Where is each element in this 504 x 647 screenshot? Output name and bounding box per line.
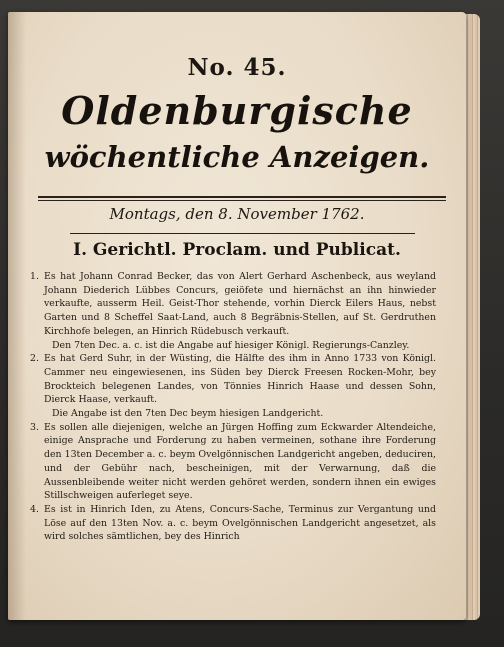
notice-item (24, 421, 436, 503)
notice-text: Es hat Johann Conrad Becker, das von Alert Gerhard Aschenbeck, aus weyland Johann Diederich Lübbes Concurs, geiöfete und hiernächst an ihn hinwieder verkaufte, ausserm Heil. Geist-Thor stehende, vorhin Dierck Eilers Haus, nebst Garten und 8 Scheffel Saat-Land, auch 8 Begräbnis-Stellen, auf St. Gerdruthen Kirchhofe belegen, an Hinrich Rüdebusch verkauft. (44, 271, 436, 337)
masthead-rule-top (38, 196, 446, 198)
notice-number: 3. (30, 421, 39, 433)
notice-text: Es hat Gerd Suhr, in der Wüsting, die Hälfte des ihm in Anno 1733 von Königl. Cammer neu eingewiesenen, ins Süden bey Dierck Freesen Rocken-Mohr, bey Brockteich belegenen Landes, von Tönnies Hinrich Haase und dessen Sohn, Dierck Haase, verkauft. (44, 353, 436, 406)
notice-note: Den 7ten Dec. a. c. ist die Angabe auf hiesiger Königl. Regierungs-Canzley. (52, 339, 410, 351)
dateline: Montags, den 8. November 1762. (109, 205, 365, 223)
dateline-rule (70, 233, 415, 234)
masthead-subtitle: wöchentliche Anzeigen. (44, 140, 430, 174)
masthead-title: Oldenburgische (61, 88, 413, 133)
issue-number: No. 45. (187, 54, 287, 81)
notice-number: 4. (30, 503, 39, 515)
section-heading: I. Gerichtl. Proclam. und Publicat. (73, 240, 401, 260)
notice-item (24, 352, 436, 407)
newspaper-page (8, 12, 466, 620)
notice-text: Es sollen alle diejenigen, welche an Jürgen Hoffing zum Eckwarder Altendeiche, einige Ansprache und Forderung zu haben vermeinen, sothane ihre Forderung den 13ten December a. c. beym Ovelgönnischen Landgericht angeben, deduciren, und der Gebühr nach, bescheinigen, mit der Verwarnung, daß die Aussenbleibende weiter nicht werden gehöret werden, sondern ihnen ein ewiges Stillschweigen auferleget seye. (44, 421, 436, 502)
notice-number: 2. (30, 353, 39, 365)
notice-note: Die Angabe ist den 7ten Dec beym hiesigen Landgericht. (52, 408, 324, 420)
masthead-rule-bottom (38, 200, 446, 201)
notice-number: 1. (30, 271, 39, 282)
notice-list (24, 270, 436, 544)
notice-text: Es ist in Hinrich Iden, zu Atens, Concurs-Sache, Terminus zur Vergantung und Löse auf den 13ten Nov. a. c. beym Ovelgönnischen Landgericht angesetzet, als wird solches sämtlichen, bey des Hinrich (44, 503, 436, 543)
notice-item (24, 270, 436, 339)
notice-item (24, 503, 436, 544)
